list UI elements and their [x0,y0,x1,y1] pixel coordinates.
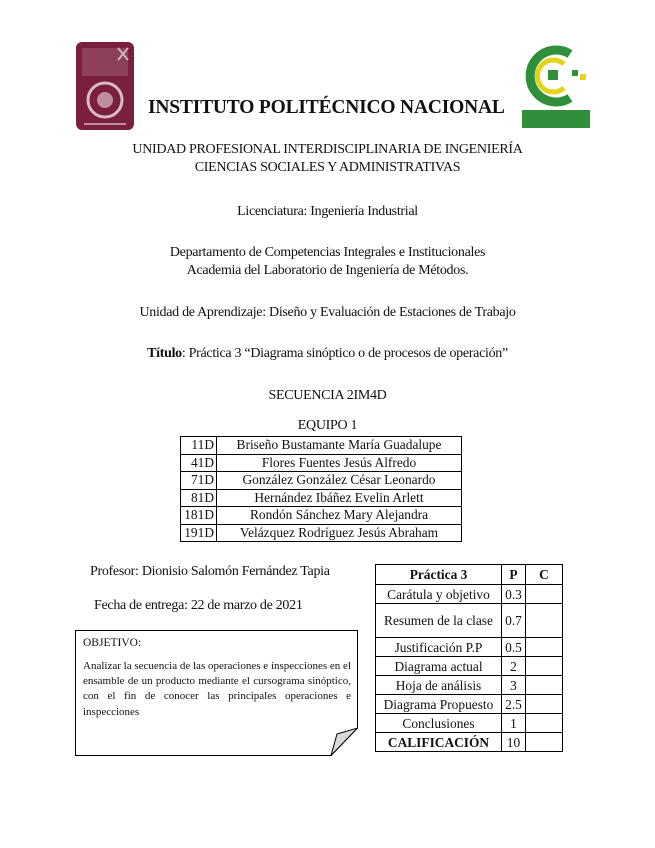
grade-score [526,638,563,657]
due-date-line: Fecha de entrega: 22 de marzo de 2021 [94,598,303,613]
school-line-2: CIENCIAS SOCIALES Y ADMINISTRATIVAS [194,160,461,175]
grade-score [526,695,563,714]
institution-title: INSTITUTO POLITÉCNICO NACIONAL [148,97,505,118]
grades-header-practice: Práctica 3 [376,565,502,585]
upiicsa-logo-graphic [518,40,594,130]
professor-line: Profesor: Dionisio Salomón Fernández Tapia [90,564,330,579]
member-name: González González César Leonardo [217,472,462,490]
department-line-2: Academia del Laboratorio de Ingeniería de Métodos. [186,263,469,278]
member-name: Velázquez Rodríguez Jesús Abraham [217,524,462,542]
member-name: Rondón Sánchez Mary Alejandra [217,507,462,525]
member-name: Hernández Ibáñez Evelin Arlett [217,489,462,507]
practice-title-label: Título [147,346,182,361]
grade-item: Diagrama actual [376,657,502,676]
table-row [376,733,563,752]
ipn-logo [74,40,136,132]
table-row [376,604,563,638]
grade-score [526,585,563,604]
grades-header-p: P [502,565,526,585]
grade-item: Conclusiones [376,714,502,733]
objective-box [75,630,358,756]
member-number: 71D [181,472,217,490]
member-number: 181D [181,507,217,525]
degree-line: Licenciatura: Ingeniería Industrial [237,204,418,219]
grades-table [375,564,563,752]
ipn-logo-graphic [74,40,136,132]
table-row [376,714,563,733]
upiicsa-logo [518,40,594,130]
school-line-1: UNIDAD PROFESIONAL INTERDISCIPLINARIA DE INGENIERÍA [132,142,523,157]
table-row [376,676,563,695]
grade-score [526,676,563,695]
grade-points: 0.7 [502,604,526,638]
sequence-line: SECUENCIA 2IM4D [268,388,387,403]
table-row [181,454,462,472]
grade-item: Resumen de la clase [376,604,502,638]
objective-content [83,636,351,720]
grades-header-c: C [526,565,563,585]
member-number: 81D [181,489,217,507]
table-header-row [376,565,563,585]
grade-item: Carátula y objetivo [376,585,502,604]
table-row [376,695,563,714]
team-title: EQUIPO 1 [297,418,358,433]
table-row [181,489,462,507]
grade-points: 1 [502,714,526,733]
table-row [181,472,462,490]
table-row [376,657,563,676]
grade-total-score [526,733,563,752]
grade-points: 2.5 [502,695,526,714]
table-row [181,437,462,455]
department-line-1: Departamento de Competencias Integrales e Institucionales [169,245,486,260]
member-number: 191D [181,524,217,542]
table-row [376,638,563,657]
table-row [181,524,462,542]
grade-item: Diagrama Propuesto [376,695,502,714]
grade-total-label: CALIFICACIÓN [376,733,502,752]
grade-points: 2 [502,657,526,676]
grade-score [526,657,563,676]
grade-item: Justificación P.P [376,638,502,657]
member-name: Briseño Bustamante María Guadalupe [217,437,462,455]
table-row [181,507,462,525]
grade-score [526,604,563,638]
grade-points: 3 [502,676,526,695]
practice-title-text: : Práctica 3 “Diagrama sinóptico o de procesos de operación” [181,346,508,361]
team-table [180,436,462,542]
practice-title-line [0,346,655,362]
grade-points: 0.3 [502,585,526,604]
table-row [376,585,563,604]
grade-item: Hoja de análisis [376,676,502,695]
course-line: Unidad de Aprendizaje: Diseño y Evaluación de Estaciones de Trabajo [139,305,516,320]
member-name: Flores Fuentes Jesús Alfredo [217,454,462,472]
grade-score [526,714,563,733]
grade-total-value: 10 [502,733,526,752]
grade-points: 0.5 [502,638,526,657]
member-number: 11D [181,437,217,455]
member-number: 41D [181,454,217,472]
objective-text: Analizar la secuencia de las operaciones e inspecciones en el ensamble de un producto mediante el cursograma sinóptico, con el fin de conocer las principales operaciones e inspecciones [83,660,351,718]
objective-heading: OBJETIVO: [83,637,142,649]
